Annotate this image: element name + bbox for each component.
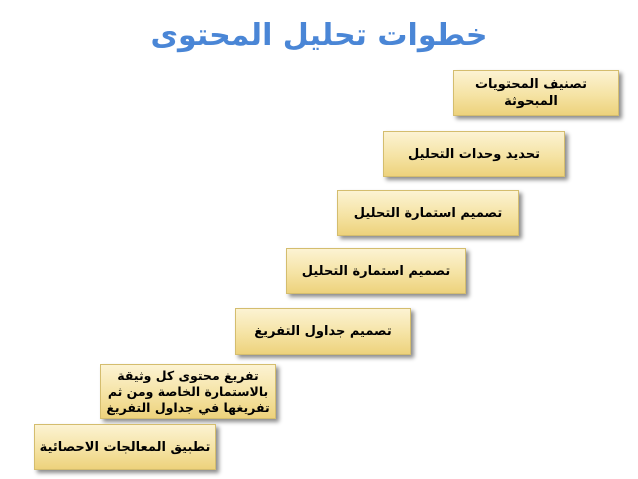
step-classify-contents (453, 70, 619, 116)
step-design-form-2 (286, 248, 466, 294)
step-fill-documents (100, 364, 276, 419)
step-label: تصنيف المحتويات المبحوثة (474, 77, 588, 109)
page-title: خطوات تحليل المحتوى (150, 18, 488, 53)
step-statistical-processing (34, 424, 216, 470)
step-label-line-2: بالاستمارة الخاصة ومن ثم (107, 383, 269, 399)
step-label: تصميم جداول التفريغ (254, 324, 392, 339)
step-label: تحديد وحدات التحليل (408, 146, 540, 162)
step-design-form (337, 190, 519, 236)
step-label: تصميم استمارة التحليل (301, 263, 451, 279)
step-label-block (106, 368, 269, 416)
step-label-line-1: تفريغ محتوى كل وثيقة (117, 367, 259, 383)
step-design-tables (235, 308, 411, 355)
step-label-line-3: تفريغها في جداول التفريغ (106, 399, 270, 415)
step-label: تطبيق المعالجات الاحصائية (39, 439, 211, 455)
step-label: تصميم استمارة التحليل (353, 205, 503, 221)
step-define-units (383, 131, 565, 177)
